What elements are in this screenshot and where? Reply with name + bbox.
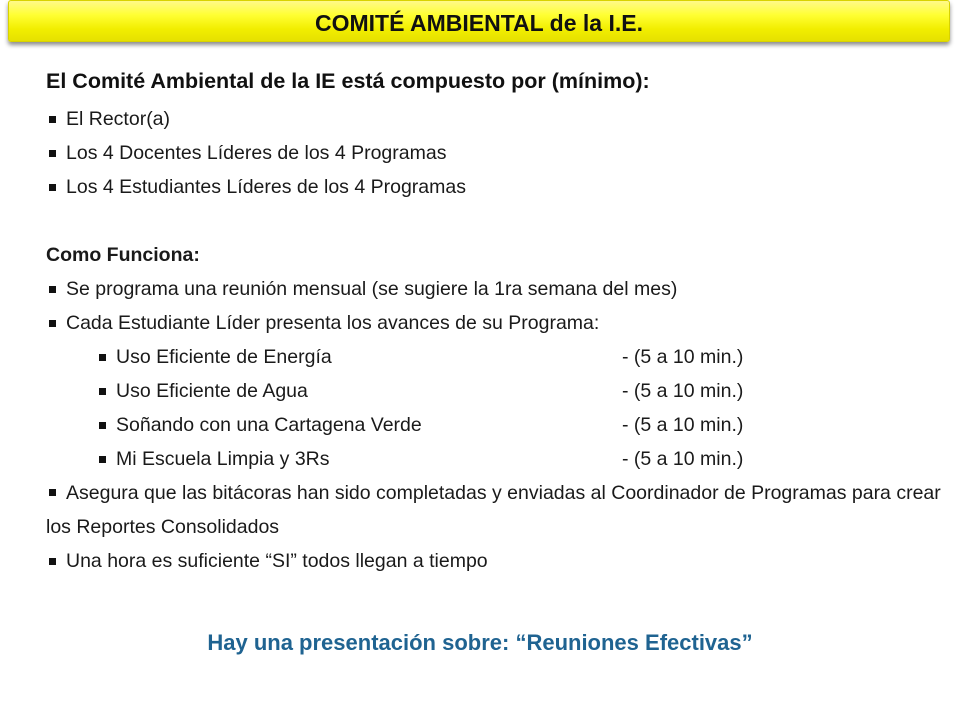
list-item: [46, 102, 951, 136]
spacer: [46, 204, 951, 238]
list-item: [46, 544, 951, 578]
program-name: Uso Eficiente de Energía: [116, 346, 332, 368]
list-item-text: Se programa una reunión mensual (se sugiere la 1ra semana del mes): [66, 278, 678, 300]
list-item-text: Asegura que las bitácoras han sido completadas y enviadas al Coordinador de Programas para crear los Reportes Consolidados: [46, 482, 941, 538]
program-item: [46, 442, 951, 476]
list-item-text: El Rector(a): [66, 108, 171, 130]
program-name: Mi Escuela Limpia y 3Rs: [116, 448, 330, 470]
composition-heading: El Comité Ambiental de la IE está compuesto por (mínimo):: [46, 69, 650, 93]
list-item-text: Cada Estudiante Líder presenta los avances de su Programa:: [66, 312, 600, 334]
program-name: Soñando con una Cartagena Verde: [116, 414, 422, 436]
presentation-note: Hay una presentación sobre: “Reuniones Efectivas”: [207, 630, 753, 655]
list-item: [46, 170, 951, 204]
list-item: [46, 136, 951, 170]
square-bullet-icon: [49, 320, 56, 327]
square-bullet-icon: [99, 422, 106, 429]
list-item: [46, 306, 951, 340]
program-time: - (5 a 10 min.): [622, 448, 744, 470]
list-item-text: Los 4 Docentes Líderes de los 4 Programas: [66, 142, 447, 164]
program-item: [46, 408, 951, 442]
square-bullet-icon: [99, 354, 106, 361]
square-bullet-icon: [99, 456, 106, 463]
title-banner: [8, 0, 950, 42]
square-bullet-icon: [49, 150, 56, 157]
list-item: [46, 476, 951, 544]
square-bullet-icon: [99, 388, 106, 395]
square-bullet-icon: [49, 558, 56, 565]
program-item: [46, 340, 951, 374]
banner-title: COMITÉ AMBIENTAL de la I.E.: [315, 9, 643, 36]
square-bullet-icon: [49, 489, 56, 496]
program-time: - (5 a 10 min.): [622, 414, 744, 436]
list-item-text: Los 4 Estudiantes Líderes de los 4 Programas: [66, 176, 466, 198]
slide-content: [46, 66, 951, 578]
program-name: Uso Eficiente de Agua: [116, 380, 308, 402]
square-bullet-icon: [49, 116, 56, 123]
program-item: [46, 374, 951, 408]
square-bullet-icon: [49, 184, 56, 191]
program-time: - (5 a 10 min.): [622, 346, 744, 368]
list-item: [46, 272, 951, 306]
program-time: - (5 a 10 min.): [622, 380, 744, 402]
functioning-heading: Como Funciona:: [46, 244, 200, 266]
square-bullet-icon: [49, 286, 56, 293]
list-item-text: Una hora es suficiente “SI” todos llegan a tiempo: [66, 550, 488, 572]
